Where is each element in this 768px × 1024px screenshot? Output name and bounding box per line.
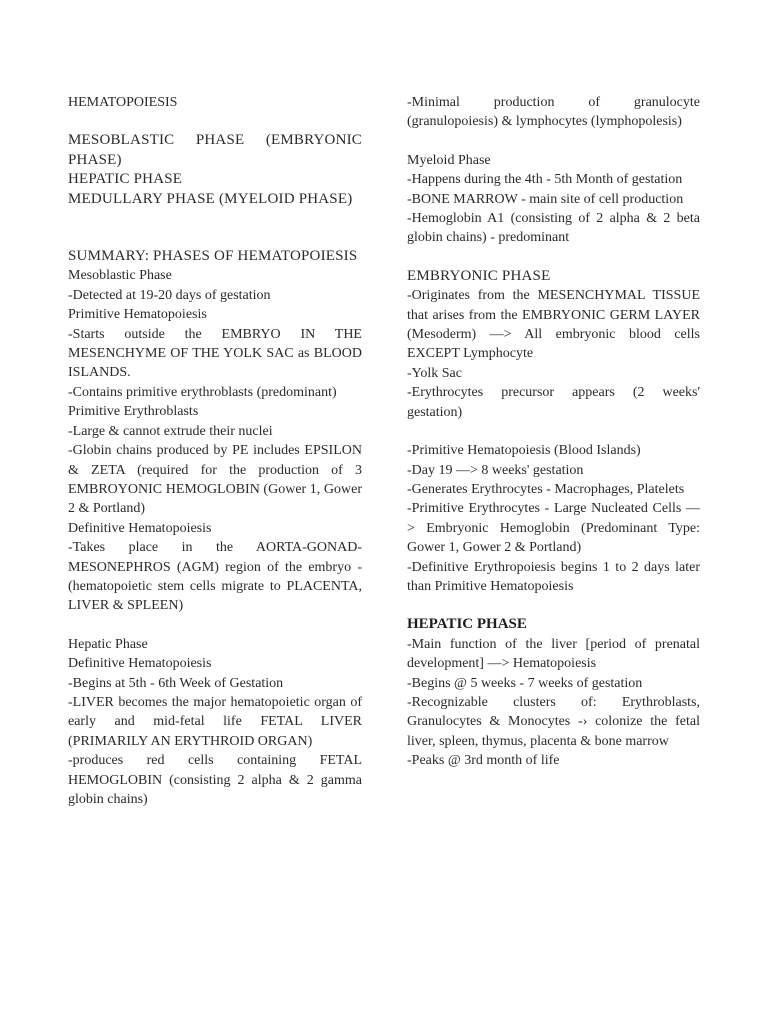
body-text: -Definitive Erythropoiesis begins 1 to 2 days later than Primitive Hematopoiesis	[407, 559, 700, 594]
section-title: Definitive Hematopoiesis	[68, 520, 212, 536]
section-title: Mesoblastic Phase	[68, 268, 172, 284]
body-text: -Globin chains produced by PE includes EPSILON & ZETA (required for the production of 3 EMBROYONIC HEMOGLOBIN (Gower 1, Gower 2 & Portland)	[68, 443, 362, 517]
section-title: EMBRYONIC PHASE	[407, 267, 551, 284]
body-text: -Starts outside the EMBRYO IN THE MESENCHYME OF THE YOLK SAC as BLOOD ISLANDS.	[68, 326, 362, 381]
body-text: -Large & cannot extrude their nuclei	[68, 423, 273, 439]
body-text: -Generates Erythrocytes - Macrophages, Platelets	[407, 481, 685, 497]
body-text: -BONE MARROW - main site of cell production	[407, 191, 684, 207]
left-column	[68, 93, 362, 809]
body-text: -Primitive Hematopoiesis (Blood Islands)	[407, 443, 641, 459]
summary-heading: SUMMARY: PHASES OF HEMATOPOIESIS	[68, 248, 358, 265]
body-text: -Day 19 —> 8 weeks' gestation	[407, 462, 584, 478]
section-title: Primitive Erythroblasts	[68, 404, 199, 420]
right-column	[407, 93, 700, 771]
body-text: -Originates from the MESENCHYMAL TISSUE that arises from the EMBRYONIC GERM LAYER (Mesoderm) —> All embryonic blood cells EXCEPT Lymphocyte	[407, 288, 700, 362]
phase-list-item: HEPATIC PHASE	[68, 171, 183, 188]
section-title: Myeloid Phase	[407, 152, 491, 168]
body-text: -Main function of the liver [period of prenatal development] —> Hematopoiesis	[407, 636, 700, 672]
document-title: HEMATOPOIESIS	[68, 95, 178, 110]
section-title: Definitive Hematopoiesis	[68, 656, 212, 672]
body-text: -Begins at 5th - 6th Week of Gestation	[68, 675, 284, 691]
phase-list-item: MESOBLASTIC PHASE (EMBRYONIC PHASE)	[68, 132, 362, 168]
body-text: -Takes place in the AORTA-GONAD-MESONEPHROS (AGM) region of the embryo - (hematopoietic stem cells migrate to PLACENTA, LIVER & SPLEEN)	[68, 540, 362, 614]
body-text: -Hemoglobin A1 (consisting of 2 alpha & 2 beta globin chains) - predominant	[407, 211, 700, 246]
body-text: -Detected at 19-20 days of gestation	[68, 287, 271, 303]
body-text: -Recognizable clusters of: Erythroblasts, Granulocytes & Monocytes -› colonize the fetal liver, spleen, thymus, placenta & bone marrow	[407, 694, 700, 749]
body-text: -Contains primitive erythroblasts (predominant)	[68, 384, 337, 400]
section-title: Primitive Hematopoiesis	[68, 307, 207, 323]
body-text: -Begins @ 5 weeks - 7 weeks of gestation	[407, 675, 643, 691]
section-title: Hepatic Phase	[68, 636, 148, 652]
phase-list-item: MEDULLARY PHASE (MYELOID PHASE)	[68, 190, 353, 207]
body-text: -Yolk Sac	[407, 365, 462, 381]
body-text: -Erythrocytes precursor appears (2 weeks' gestation)	[407, 385, 700, 420]
body-text: -Happens during the 4th - 5th Month of gestation	[407, 172, 683, 188]
hepatic-phase-heading: HEPATIC PHASE	[407, 616, 527, 633]
body-text: -Minimal production of granulocyte (granulopoiesis) & lymphocytes (lymphopolesis)	[407, 95, 700, 130]
body-text: -LIVER becomes the major hematopoietic organ of early and mid-fetal life FETAL LIVER (PRIMARILY AN ERYTHROID ORGAN)	[68, 694, 362, 749]
body-text: -Primitive Erythrocytes - Large Nucleated Cells —> Embryonic Hemoglobin (Predominant Type: Gower 1, Gower 2 & Portland)	[407, 501, 700, 556]
body-text: -Peaks @ 3rd month of life	[407, 753, 560, 769]
body-text: -produces red cells containing FETAL HEMOGLOBIN (consisting 2 alpha & 2 gamma globin chains)	[68, 753, 362, 807]
